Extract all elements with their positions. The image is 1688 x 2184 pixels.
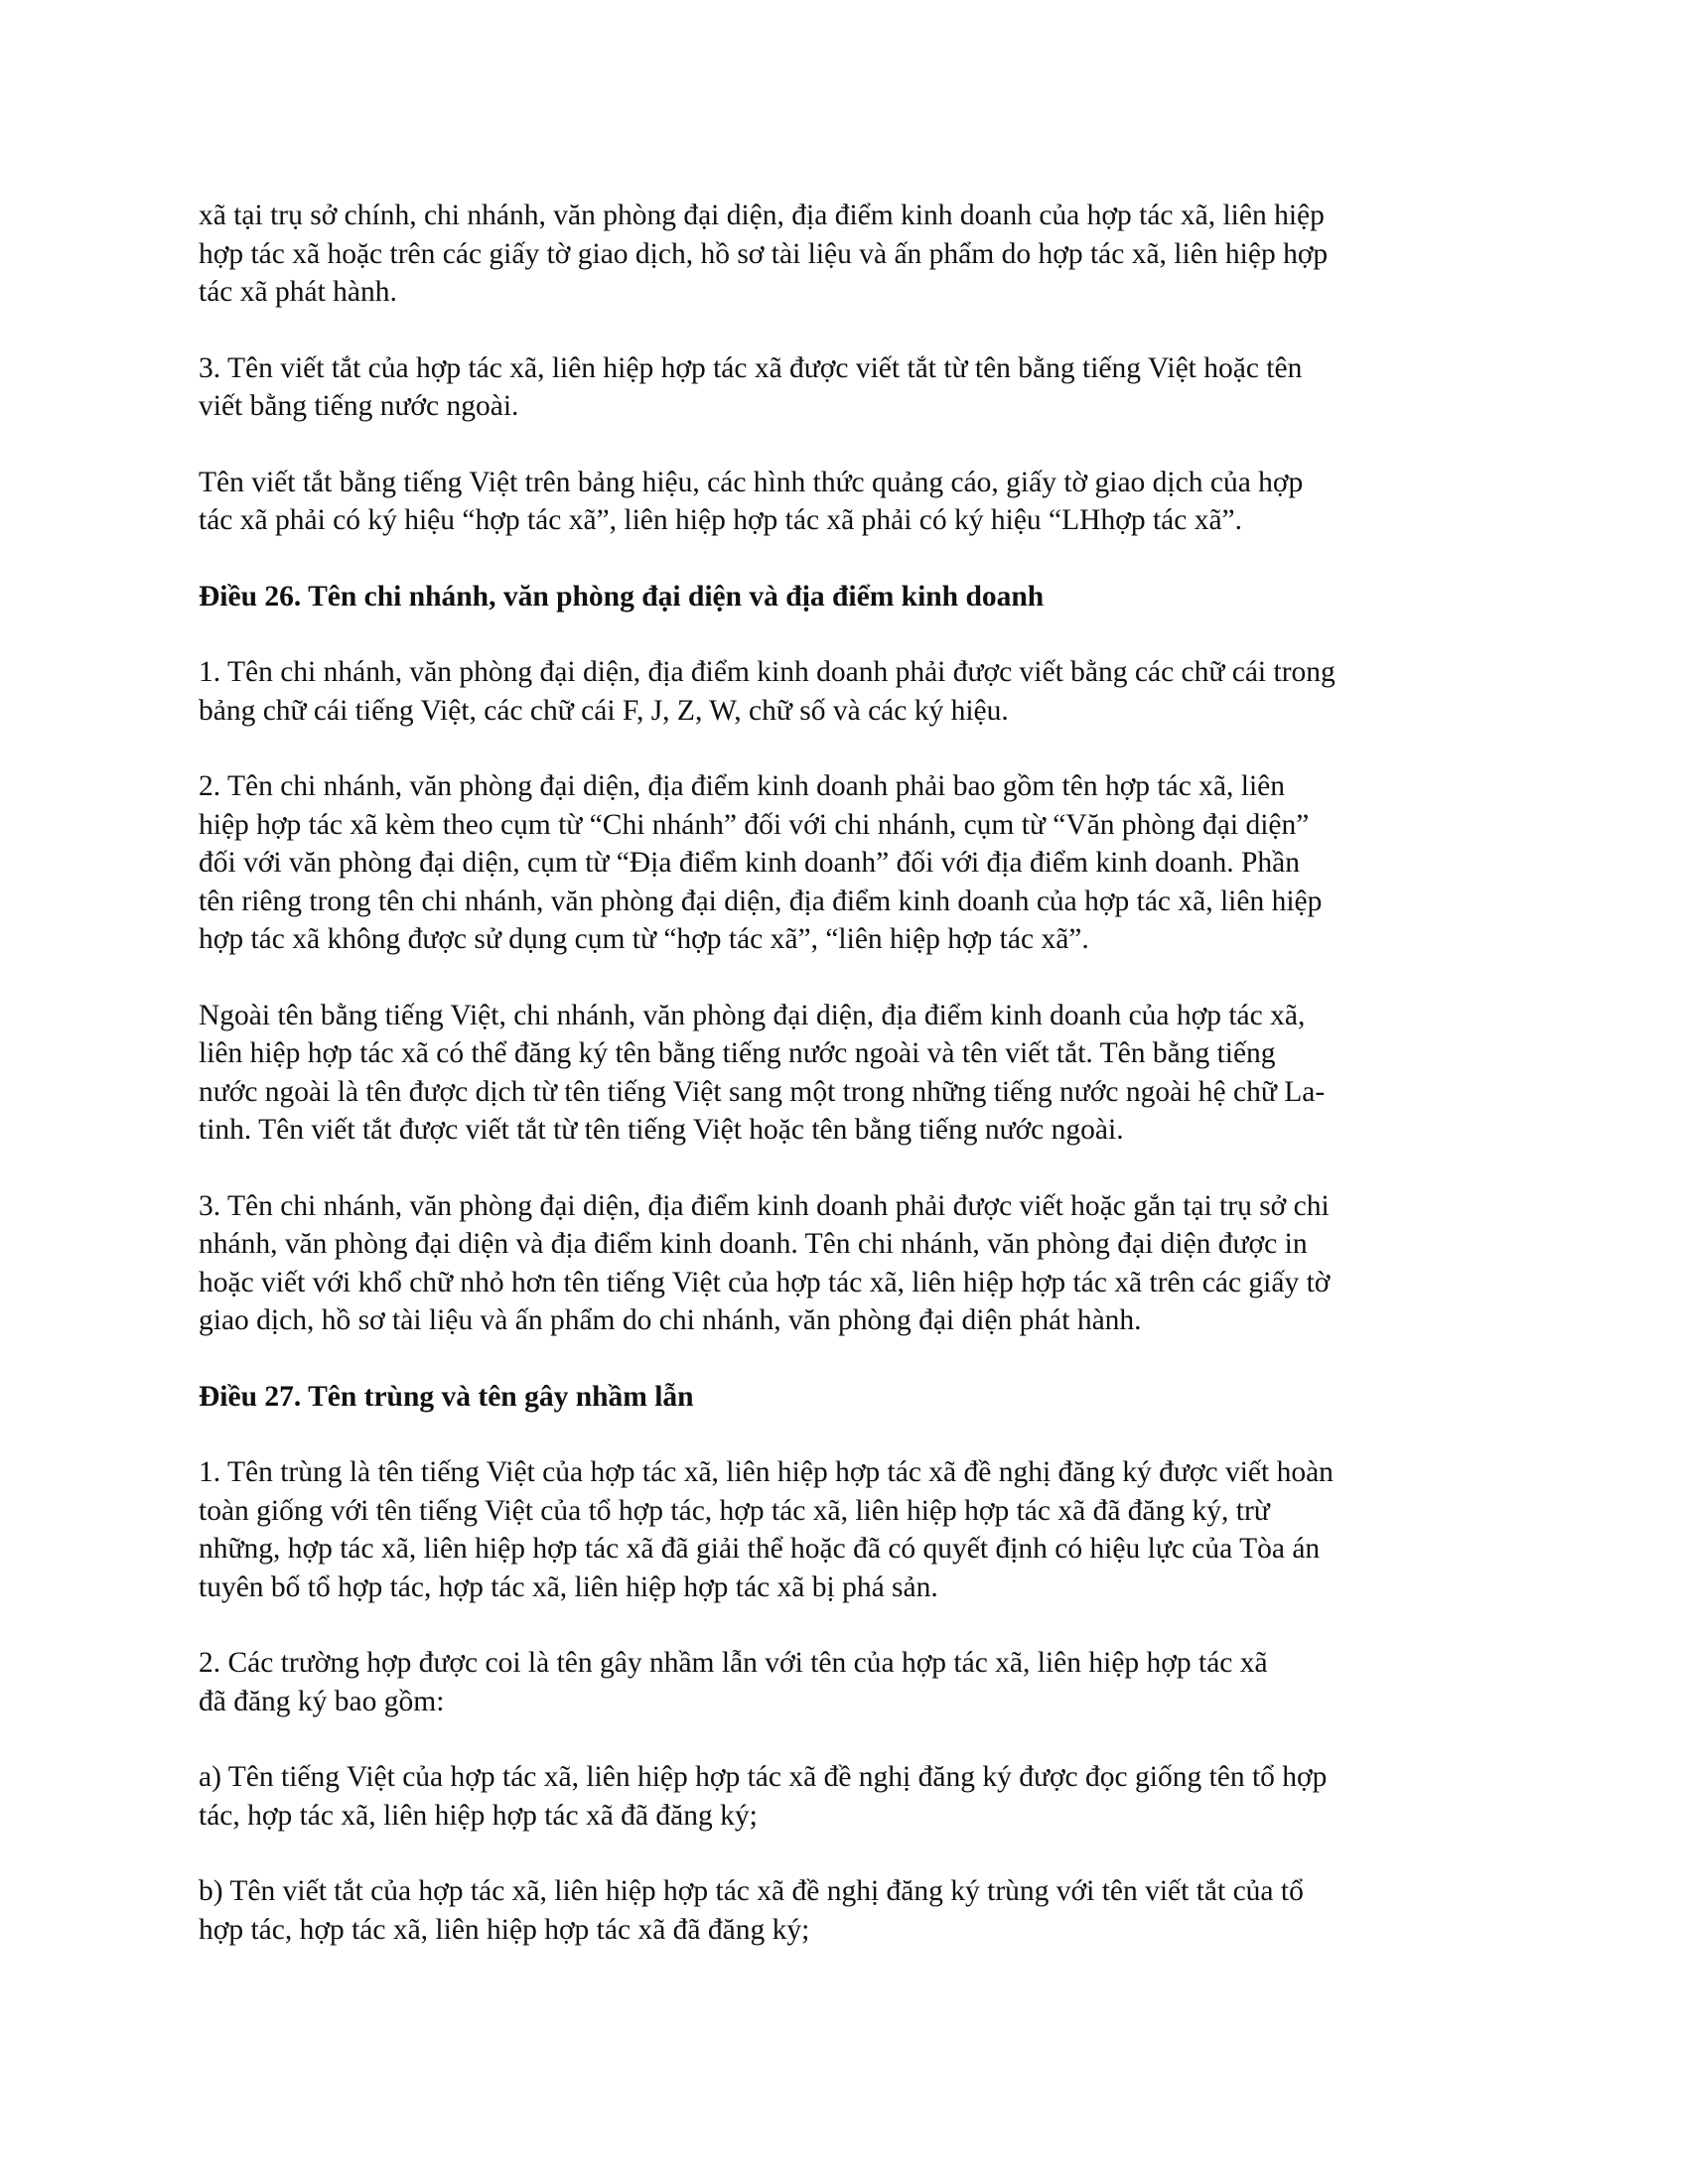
text-line: toàn giống với tên tiếng Việt của tổ hợp tác, hợp tác xã, liên hiệp hợp tác xã đã đăng ký, trừ bbox=[199, 1494, 1270, 1527]
text-line: đã đăng ký bao gồm: bbox=[199, 1685, 445, 1717]
text-line: Tên viết tắt bằng tiếng Việt trên bảng hiệu, các hình thức quảng cáo, giấy tờ giao dịch của hợp bbox=[199, 466, 1304, 498]
text-line: giao dịch, hồ sơ tài liệu và ấn phẩm do chi nhánh, văn phòng đại diện phát hành. bbox=[199, 1304, 1142, 1336]
text-line: 1. Tên trùng là tên tiếng Việt của hợp tác xã, liên hiệp hợp tác xã đề nghị đăng ký được viết hoàn bbox=[199, 1456, 1334, 1488]
paragraph-article-27-clause-2b bbox=[199, 1872, 1489, 1949]
article-27-heading: Điều 27. Tên trùng và tên gây nhầm lẫn bbox=[199, 1380, 694, 1413]
text-line: 2. Các trường hợp được coi là tên gây nhầm lẫn với tên của hợp tác xã, liên hiệp hợp tác xã bbox=[199, 1647, 1268, 1679]
text-line: hoặc viết với khổ chữ nhỏ hơn tên tiếng Việt của hợp tác xã, liên hiệp hợp tác xã trên các giấy tờ bbox=[199, 1266, 1331, 1298]
document-page bbox=[199, 197, 1489, 1986]
text-line: tác, hợp tác xã, liên hiệp hợp tác xã đã đăng ký; bbox=[199, 1799, 758, 1832]
paragraph-foreign-name-rule bbox=[199, 997, 1489, 1150]
text-line: 1. Tên chi nhánh, văn phòng đại diện, địa điểm kinh doanh phải được viết bằng các chữ cái trong bbox=[199, 656, 1336, 688]
text-line: hợp tác, hợp tác xã, liên hiệp hợp tác xã đã đăng ký; bbox=[199, 1913, 810, 1946]
text-line: Ngoài tên bằng tiếng Việt, chi nhánh, văn phòng đại diện, địa điểm kinh doanh của hợp tác xã, bbox=[199, 999, 1306, 1031]
article-26-heading: Điều 26. Tên chi nhánh, văn phòng đại diện và địa điểm kinh doanh bbox=[199, 580, 1045, 613]
paragraph-article-27-clause-2 bbox=[199, 1644, 1489, 1720]
text-line: 3. Tên chi nhánh, văn phòng đại diện, địa điểm kinh doanh phải được viết hoặc gắn tại trụ sở chi bbox=[199, 1189, 1330, 1222]
paragraph-article-25-clause-3 bbox=[199, 349, 1489, 426]
text-line: nước ngoài là tên được dịch từ tên tiếng Việt sang một trong những tiếng nước ngoài hệ chữ La- bbox=[199, 1075, 1326, 1108]
text-line: a) Tên tiếng Việt của hợp tác xã, liên hiệp hợp tác xã đề nghị đăng ký được đọc giống tên tổ hợp bbox=[199, 1761, 1328, 1793]
paragraph-article-27-clause-1 bbox=[199, 1453, 1489, 1606]
text-line: tuyên bố tổ hợp tác, hợp tác xã, liên hiệp hợp tác xã bị phá sản. bbox=[199, 1570, 938, 1603]
text-line: 3. Tên viết tắt của hợp tác xã, liên hiệp hợp tác xã được viết tắt từ tên bằng tiếng Việt hoặc tên bbox=[199, 351, 1303, 384]
paragraph-article-26-clause-3 bbox=[199, 1187, 1489, 1340]
paragraph-continuation bbox=[199, 197, 1489, 312]
text-line: 2. Tên chi nhánh, văn phòng đại diện, địa điểm kinh doanh phải bao gồm tên hợp tác xã, liên bbox=[199, 770, 1286, 802]
text-line: đối với văn phòng đại diện, cụm từ “Địa điểm kinh doanh” đối với địa điểm kinh doanh. Phần bbox=[199, 847, 1301, 879]
paragraph-article-26-clause-2 bbox=[199, 767, 1489, 959]
text-line: b) Tên viết tắt của hợp tác xã, liên hiệp hợp tác xã đề nghị đăng ký trùng với tên viết tắt của tổ bbox=[199, 1875, 1304, 1907]
text-line: tác xã phải có ký hiệu “hợp tác xã”, liên hiệp hợp tác xã phải có ký hiệu “LHhợp tác xã”. bbox=[199, 504, 1243, 536]
text-line: những, hợp tác xã, liên hiệp hợp tác xã đã giải thể hoặc đã có quyết định có hiệu lực của Tòa án bbox=[199, 1533, 1321, 1565]
text-line: viết bằng tiếng nước ngoài. bbox=[199, 390, 519, 422]
paragraph-abbreviation-rule bbox=[199, 464, 1489, 540]
text-line: xã tại trụ sở chính, chi nhánh, văn phòng đại diện, địa điểm kinh doanh của hợp tác xã, liên hiệp bbox=[199, 200, 1325, 231]
text-line: nhánh, văn phòng đại diện và địa điểm kinh doanh. Tên chi nhánh, văn phòng đại diện được in bbox=[199, 1228, 1308, 1260]
text-line: hợp tác xã không được sử dụng cụm từ “hợp tác xã”, “liên hiệp hợp tác xã”. bbox=[199, 923, 1089, 955]
text-line: tinh. Tên viết tắt được viết tắt từ tên tiếng Việt hoặc tên bằng tiếng nước ngoài. bbox=[199, 1114, 1124, 1146]
paragraph-article-27-clause-2a bbox=[199, 1758, 1489, 1835]
text-line: liên hiệp hợp tác xã có thể đăng ký tên bằng tiếng nước ngoài và tên viết tắt. Tên bằng tiếng bbox=[199, 1037, 1276, 1069]
text-line: tác xã phát hành. bbox=[199, 276, 397, 308]
text-line: bảng chữ cái tiếng Việt, các chữ cái F, J, Z, W, chữ số và các ký hiệu. bbox=[199, 694, 1009, 727]
text-line: hiệp hợp tác xã kèm theo cụm từ “Chi nhánh” đối với chi nhánh, cụm từ “Văn phòng đại diện” bbox=[199, 808, 1310, 841]
text-line: tên riêng trong tên chi nhánh, văn phòng đại diện, địa điểm kinh doanh của hợp tác xã, liên hiệp bbox=[199, 885, 1323, 917]
paragraph-article-26-clause-1 bbox=[199, 653, 1489, 730]
text-line: hợp tác xã hoặc trên các giấy tờ giao dịch, hồ sơ tài liệu và ấn phẩm do hợp tác xã, liên hiệp hợp bbox=[199, 237, 1329, 270]
